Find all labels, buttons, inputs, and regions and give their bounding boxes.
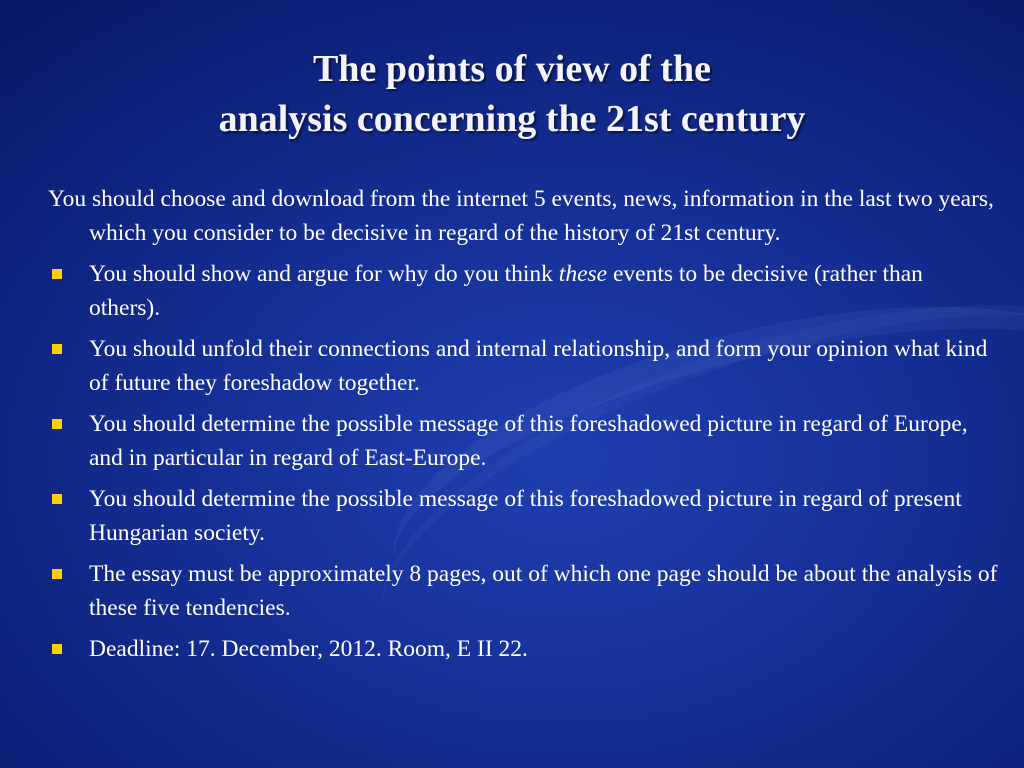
intro-paragraph: You should choose and download from the internet 5 events, news, information in the last two years, which you consider to be decisive in regard of the history of 21st century. xyxy=(48,186,994,246)
square-bullet-icon xyxy=(52,269,62,279)
bullet-text: events to be decisive (rather than others). xyxy=(89,261,923,321)
bullet-item xyxy=(48,632,998,666)
square-bullet-icon xyxy=(52,644,62,654)
bullet-text: You should determine the possible message of this foreshadowed picture in regard of present Hungarian society. xyxy=(89,486,962,546)
bullet-emphasis: these xyxy=(558,261,608,287)
slide-body xyxy=(48,182,998,673)
bullet-item xyxy=(48,407,998,475)
square-bullet-icon xyxy=(52,569,62,579)
bullet-item xyxy=(48,332,998,400)
slide-title-line-1: The points of view of the xyxy=(313,48,711,90)
bullet-text: You should show and argue for why do you think xyxy=(89,261,559,287)
slide-title xyxy=(0,44,1024,144)
bullet-item xyxy=(48,257,998,325)
bullet-text: The essay must be approximately 8 pages, out of which one page should be about the analysis of these five tendencies. xyxy=(89,561,998,621)
square-bullet-icon xyxy=(52,344,62,354)
bullet-text: Deadline: 17. December, 2012. Room, E II 22. xyxy=(89,636,528,662)
slide-title-line-2: analysis concerning the 21st century xyxy=(218,98,806,140)
square-bullet-icon xyxy=(52,419,62,429)
bullet-text: You should determine the possible message of this foreshadowed picture in regard of Europe, and in particular in regard of East-Europe. xyxy=(89,411,968,471)
bullet-text: You should unfold their connections and internal relationship, and form your opinion what kind of future they foreshadow together. xyxy=(89,336,988,396)
bullet-item xyxy=(48,557,998,625)
bullet-item xyxy=(48,482,998,550)
square-bullet-icon xyxy=(52,494,62,504)
